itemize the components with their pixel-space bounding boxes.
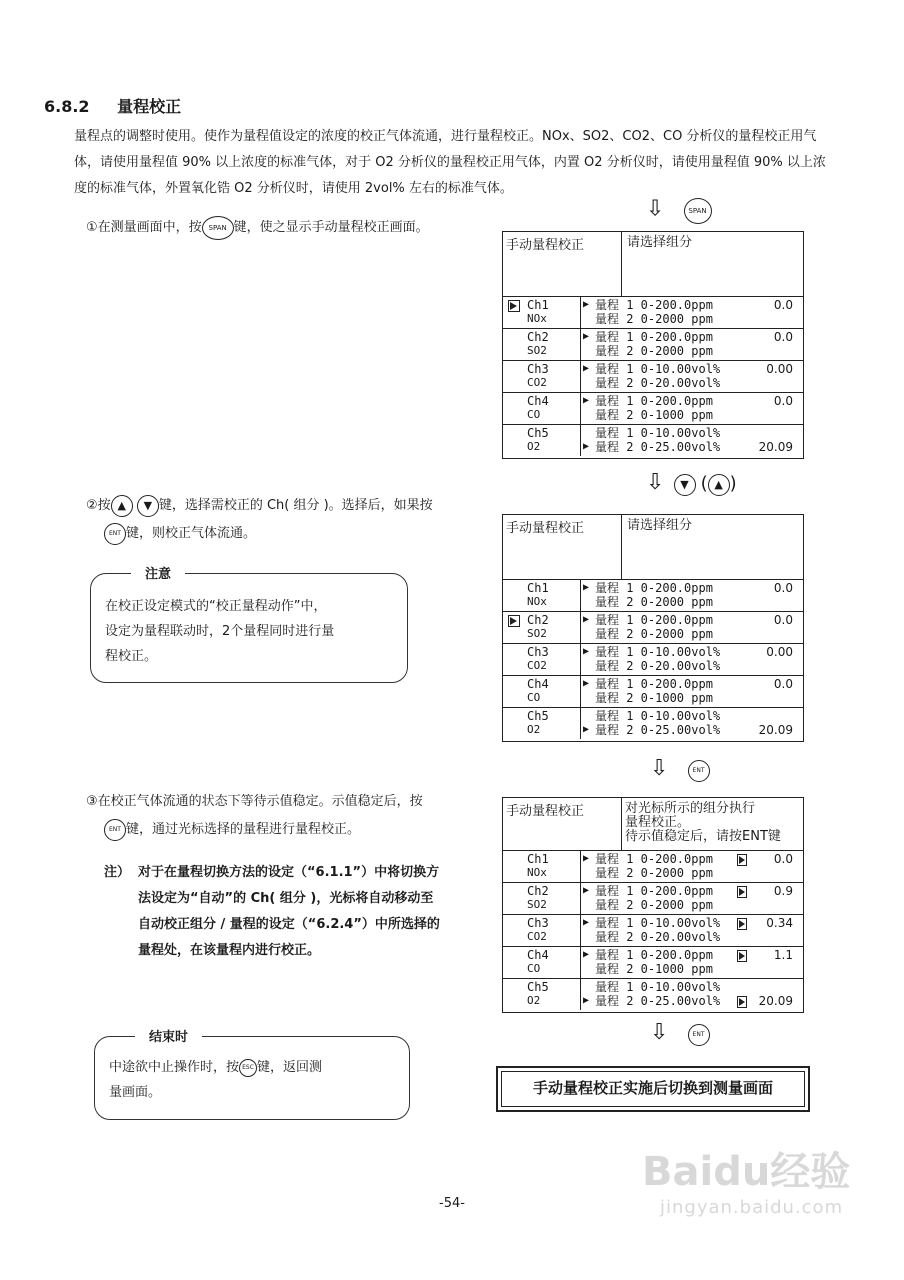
range-1: 量程 1 0-200.0ppm: [595, 298, 713, 312]
panel-header: [503, 515, 803, 580]
calibrating-cursor-icon: [737, 996, 747, 1008]
note-line: 程校正。: [105, 649, 158, 664]
flow-step-2: [646, 472, 737, 496]
gas-label: O2: [527, 723, 541, 736]
panel-title: 手动量程校正: [506, 238, 585, 253]
range-1: 量程 1 0-10.00vol%: [595, 645, 721, 659]
channel-row: [503, 612, 803, 644]
panel-title: 手动量程校正: [506, 804, 585, 819]
up-key-icon: ▲: [708, 474, 730, 496]
range-pointer-icon: ▶: [583, 299, 590, 310]
step-3-text-line2: 键，通过光标选择的量程进行量程校正。: [126, 822, 361, 837]
range-2: 量程 2 0-1000 ppm: [595, 691, 713, 705]
down-key-icon: ▼: [674, 474, 696, 496]
range-pointer-icon: ▶: [583, 582, 590, 593]
gas-label: O2: [527, 440, 541, 453]
calibrating-cursor-icon: [737, 918, 747, 930]
step-2: [86, 492, 486, 548]
range-pointer-icon: ▶: [583, 614, 590, 625]
flow-step-4: [650, 1022, 710, 1046]
ent-key-icon: ENT: [688, 760, 710, 782]
range-1: 量程 1 0-200.0ppm: [595, 884, 713, 898]
step-3: [86, 788, 496, 844]
range-pointer-icon: ▶: [583, 363, 590, 374]
section-title: 量程校正: [117, 97, 182, 116]
flow-step-1: [646, 198, 712, 224]
section-number: 6.8.2: [44, 97, 90, 116]
channel-label: Ch5: [527, 709, 549, 723]
range-pointer-icon: ▶: [583, 995, 590, 1006]
down-arrow-icon: ⇩: [646, 470, 665, 495]
channel-row: [503, 580, 803, 612]
range-2: 量程 2 0-2000 ppm: [595, 627, 713, 641]
channel-row: [503, 979, 803, 1010]
range-1: 量程 1 0-10.00vol%: [595, 426, 721, 440]
panel-message-line: 待示值稳定后，请按ENT键: [625, 829, 781, 844]
reading-value: 0.0: [773, 394, 793, 408]
reading-value: 0.00: [766, 645, 793, 659]
note-line: 在校正设定模式的“校正量程动作”中，: [105, 599, 327, 614]
gas-label: CO2: [527, 659, 547, 672]
panel-header: [503, 232, 803, 297]
gas-label: CO2: [527, 376, 547, 389]
range-pointer-icon: ▶: [583, 646, 590, 657]
end-note-text: [109, 1055, 322, 1105]
ent-key-icon: ENT: [688, 1024, 710, 1046]
reading-value: 20.09: [758, 440, 793, 454]
reading-value: 0.00: [766, 362, 793, 376]
channel-row: [503, 947, 803, 979]
channel-row: [503, 297, 803, 329]
gas-label: NOx: [527, 866, 547, 879]
gas-label: SO2: [527, 344, 547, 357]
down-arrow-icon: ⇩: [646, 196, 665, 222]
channel-row: [503, 915, 803, 947]
range-1: 量程 1 0-10.00vol%: [595, 362, 721, 376]
down-arrow-icon: ⇩: [650, 1020, 669, 1045]
note-label: 注意: [131, 563, 185, 582]
channel-label: Ch1: [527, 298, 549, 312]
range-pointer-icon: ▶: [583, 441, 590, 452]
channel-row: [503, 644, 803, 676]
channel-label: Ch5: [527, 426, 549, 440]
range-pointer-icon: ▶: [583, 724, 590, 735]
channel-row: [503, 851, 803, 883]
reading-value: 0.0: [773, 677, 793, 691]
gas-label: CO2: [527, 930, 547, 943]
channel-row: [503, 676, 803, 708]
step-2-text-mid: 键，选择需校正的 Ch( 组分 )。选择后，如果按: [158, 498, 433, 513]
reading-value: 0.0: [773, 581, 793, 595]
note-box: [90, 567, 408, 683]
range-1: 量程 1 0-200.0ppm: [595, 852, 713, 866]
note-line: 对于在量程切换方法的设定（“6.1.1”）中将切换方: [138, 865, 440, 880]
range-2: 量程 2 0-1000 ppm: [595, 408, 713, 422]
step-2-text-pre: 按: [97, 498, 111, 513]
panel-message: 请选择组分: [627, 235, 693, 250]
channel-label: Ch3: [527, 916, 549, 930]
range-2: 量程 2 0-25.00vol%: [595, 440, 721, 454]
step-3-text-line1: 在校正气体流通的状态下等待示值稳定。示值稳定后，按: [97, 794, 423, 809]
paren-close: ): [729, 473, 737, 494]
note-prefix: 注）: [104, 865, 131, 880]
gas-label: NOx: [527, 312, 547, 325]
range-2: 量程 2 0-25.00vol%: [595, 723, 721, 737]
range-2: 量程 2 0-25.00vol%: [595, 994, 721, 1008]
range-1: 量程 1 0-10.00vol%: [595, 916, 721, 930]
range-pointer-icon: ▶: [583, 331, 590, 342]
calibrating-cursor-icon: [737, 854, 747, 866]
range-pointer-icon: ▶: [583, 949, 590, 960]
range-1: 量程 1 0-200.0ppm: [595, 613, 713, 627]
cursor-icon: [508, 615, 520, 627]
end-text-pre: 中途欲中止操作时，按: [109, 1060, 240, 1075]
panel-message-line: 量程校正。: [625, 815, 691, 830]
watermark-logo: Baidu经验: [642, 1149, 851, 1195]
step-2-marker: ②: [86, 498, 98, 513]
calibrating-cursor-icon: [737, 886, 747, 898]
lcd-panel-select-1: [502, 231, 804, 459]
range-1: 量程 1 0-200.0ppm: [595, 394, 713, 408]
channel-label: Ch3: [527, 362, 549, 376]
range-2: 量程 2 0-2000 ppm: [595, 595, 713, 609]
panel-header: [503, 798, 803, 851]
channel-label: Ch2: [527, 330, 549, 344]
channel-label: Ch2: [527, 884, 549, 898]
gas-label: SO2: [527, 627, 547, 640]
range-1: 量程 1 0-200.0ppm: [595, 948, 713, 962]
end-text-post: 键，返回测: [257, 1060, 323, 1075]
channel-label: Ch4: [527, 948, 549, 962]
channel-row: [503, 883, 803, 915]
reading-value: 0.0: [773, 852, 793, 866]
channel-label: Ch1: [527, 852, 549, 866]
channel-label: Ch4: [527, 677, 549, 691]
channel-label: Ch4: [527, 394, 549, 408]
reading-value: 20.09: [758, 994, 793, 1008]
channel-label: Ch3: [527, 645, 549, 659]
range-1: 量程 1 0-10.00vol%: [595, 709, 721, 723]
down-arrow-icon: ⇩: [650, 756, 669, 781]
range-2: 量程 2 0-2000 ppm: [595, 344, 713, 358]
range-1: 量程 1 0-200.0ppm: [595, 581, 713, 595]
step-1-text-post: 键，使之显示手动量程校正画面。: [233, 220, 429, 235]
range-2: 量程 2 0-2000 ppm: [595, 898, 713, 912]
note-line: 法设定为“自动”的 Ch( 组分 )，光标将自动移动至: [138, 891, 434, 906]
range-pointer-icon: ▶: [583, 917, 590, 928]
range-2: 量程 2 0-2000 ppm: [595, 312, 713, 326]
channel-row: [503, 425, 803, 456]
end-text-line2: 量画面。: [109, 1085, 162, 1100]
lcd-panel-select-2: [502, 514, 804, 742]
paren-open: (: [700, 473, 708, 494]
range-1: 量程 1 0-200.0ppm: [595, 677, 713, 691]
step-1: [86, 214, 429, 242]
gas-label: NOx: [527, 595, 547, 608]
span-key-icon: SPAN: [684, 198, 712, 224]
calibrating-cursor-icon: [737, 950, 747, 962]
watermark-url: jingyan.baidu.com: [660, 1197, 844, 1218]
range-pointer-icon: ▶: [583, 853, 590, 864]
end-note-label: 结束时: [135, 1026, 202, 1045]
reading-value: 20.09: [758, 723, 793, 737]
reading-value: 0.9: [773, 884, 793, 898]
channel-label: Ch2: [527, 613, 549, 627]
flow-step-3: [650, 758, 710, 782]
note-line: 自动校正组分 / 量程的设定（“6.2.4”）中所选择的: [138, 917, 440, 932]
cursor-icon: [508, 300, 520, 312]
range-2: 量程 2 0-20.00vol%: [595, 376, 721, 390]
section-heading: [44, 94, 181, 117]
reading-value: 0.0: [773, 298, 793, 312]
gas-label: O2: [527, 994, 541, 1007]
intro-paragraph: 量程点的调整时使用。使作为量程值设定的浓度的校正气体流通，进行量程校正。NOx、SO2、CO2、CO 分析仪的量程校正用气体，请使用量程值 90% 以上浓度的标准气体，对于 O2 分析仪的量程校正用气体，内置 O2 分析仪时，请使用量程值 90% 以上浓度的标准气体，外置氧化锆 O2 分析仪时，请使用 2vol% 左右的标准气体。: [74, 129, 826, 196]
gas-label: SO2: [527, 898, 547, 911]
page-number: -54-: [439, 1196, 465, 1211]
panel-message-line: 对光标所示的组分执行: [625, 801, 756, 816]
range-1: 量程 1 0-10.00vol%: [595, 980, 721, 994]
range-1: 量程 1 0-200.0ppm: [595, 330, 713, 344]
range-2: 量程 2 0-20.00vol%: [595, 659, 721, 673]
channel-row: [503, 329, 803, 361]
panel-message: 请选择组分: [627, 518, 693, 533]
note-line: 设定为量程联动时，2个量程同时进行量: [105, 624, 335, 639]
reading-value: 0.34: [766, 916, 793, 930]
step-3-marker: ③: [86, 794, 98, 809]
range-pointer-icon: ▶: [583, 885, 590, 896]
step-1-text-pre: 在测量画面中，按: [97, 220, 202, 235]
step-2-text-line2: 键，则校正气体流通。: [126, 526, 257, 541]
ent-key-icon: ENT: [104, 819, 126, 841]
span-key-icon: SPAN: [202, 216, 234, 240]
range-pointer-icon: ▶: [583, 678, 590, 689]
gas-label: CO: [527, 962, 541, 975]
gas-label: CO: [527, 691, 541, 704]
reading-value: 0.0: [773, 330, 793, 344]
range-2: 量程 2 0-20.00vol%: [595, 930, 721, 944]
note-text: [105, 594, 334, 669]
end-note-box: [94, 1030, 410, 1120]
panel-message: [625, 802, 781, 844]
gas-label: CO: [527, 408, 541, 421]
down-key-icon: ▼: [137, 495, 159, 517]
note-line: 量程处，在该量程内进行校正。: [138, 943, 321, 958]
range-2: 量程 2 0-2000 ppm: [595, 866, 713, 880]
range-2: 量程 2 0-1000 ppm: [595, 962, 713, 976]
up-key-icon: ▲: [111, 495, 133, 517]
channel-row: [503, 708, 803, 739]
reading-value: 0.0: [773, 613, 793, 627]
channel-row: [503, 393, 803, 425]
ent-key-icon: ENT: [104, 523, 126, 545]
channel-label: Ch5: [527, 980, 549, 994]
final-result-box: [496, 1066, 810, 1112]
reading-value: 1.1: [773, 948, 793, 962]
lcd-panel-calibrating: [502, 797, 804, 1013]
esc-key-icon: ESC: [239, 1059, 257, 1077]
step-1-marker: ①: [86, 220, 98, 235]
range-pointer-icon: ▶: [583, 395, 590, 406]
auto-switch-note: [104, 860, 498, 964]
panel-title: 手动量程校正: [506, 521, 585, 536]
channel-label: Ch1: [527, 581, 549, 595]
final-result-text: 手动量程校正实施后切换到测量画面: [501, 1071, 805, 1107]
channel-row: [503, 361, 803, 393]
